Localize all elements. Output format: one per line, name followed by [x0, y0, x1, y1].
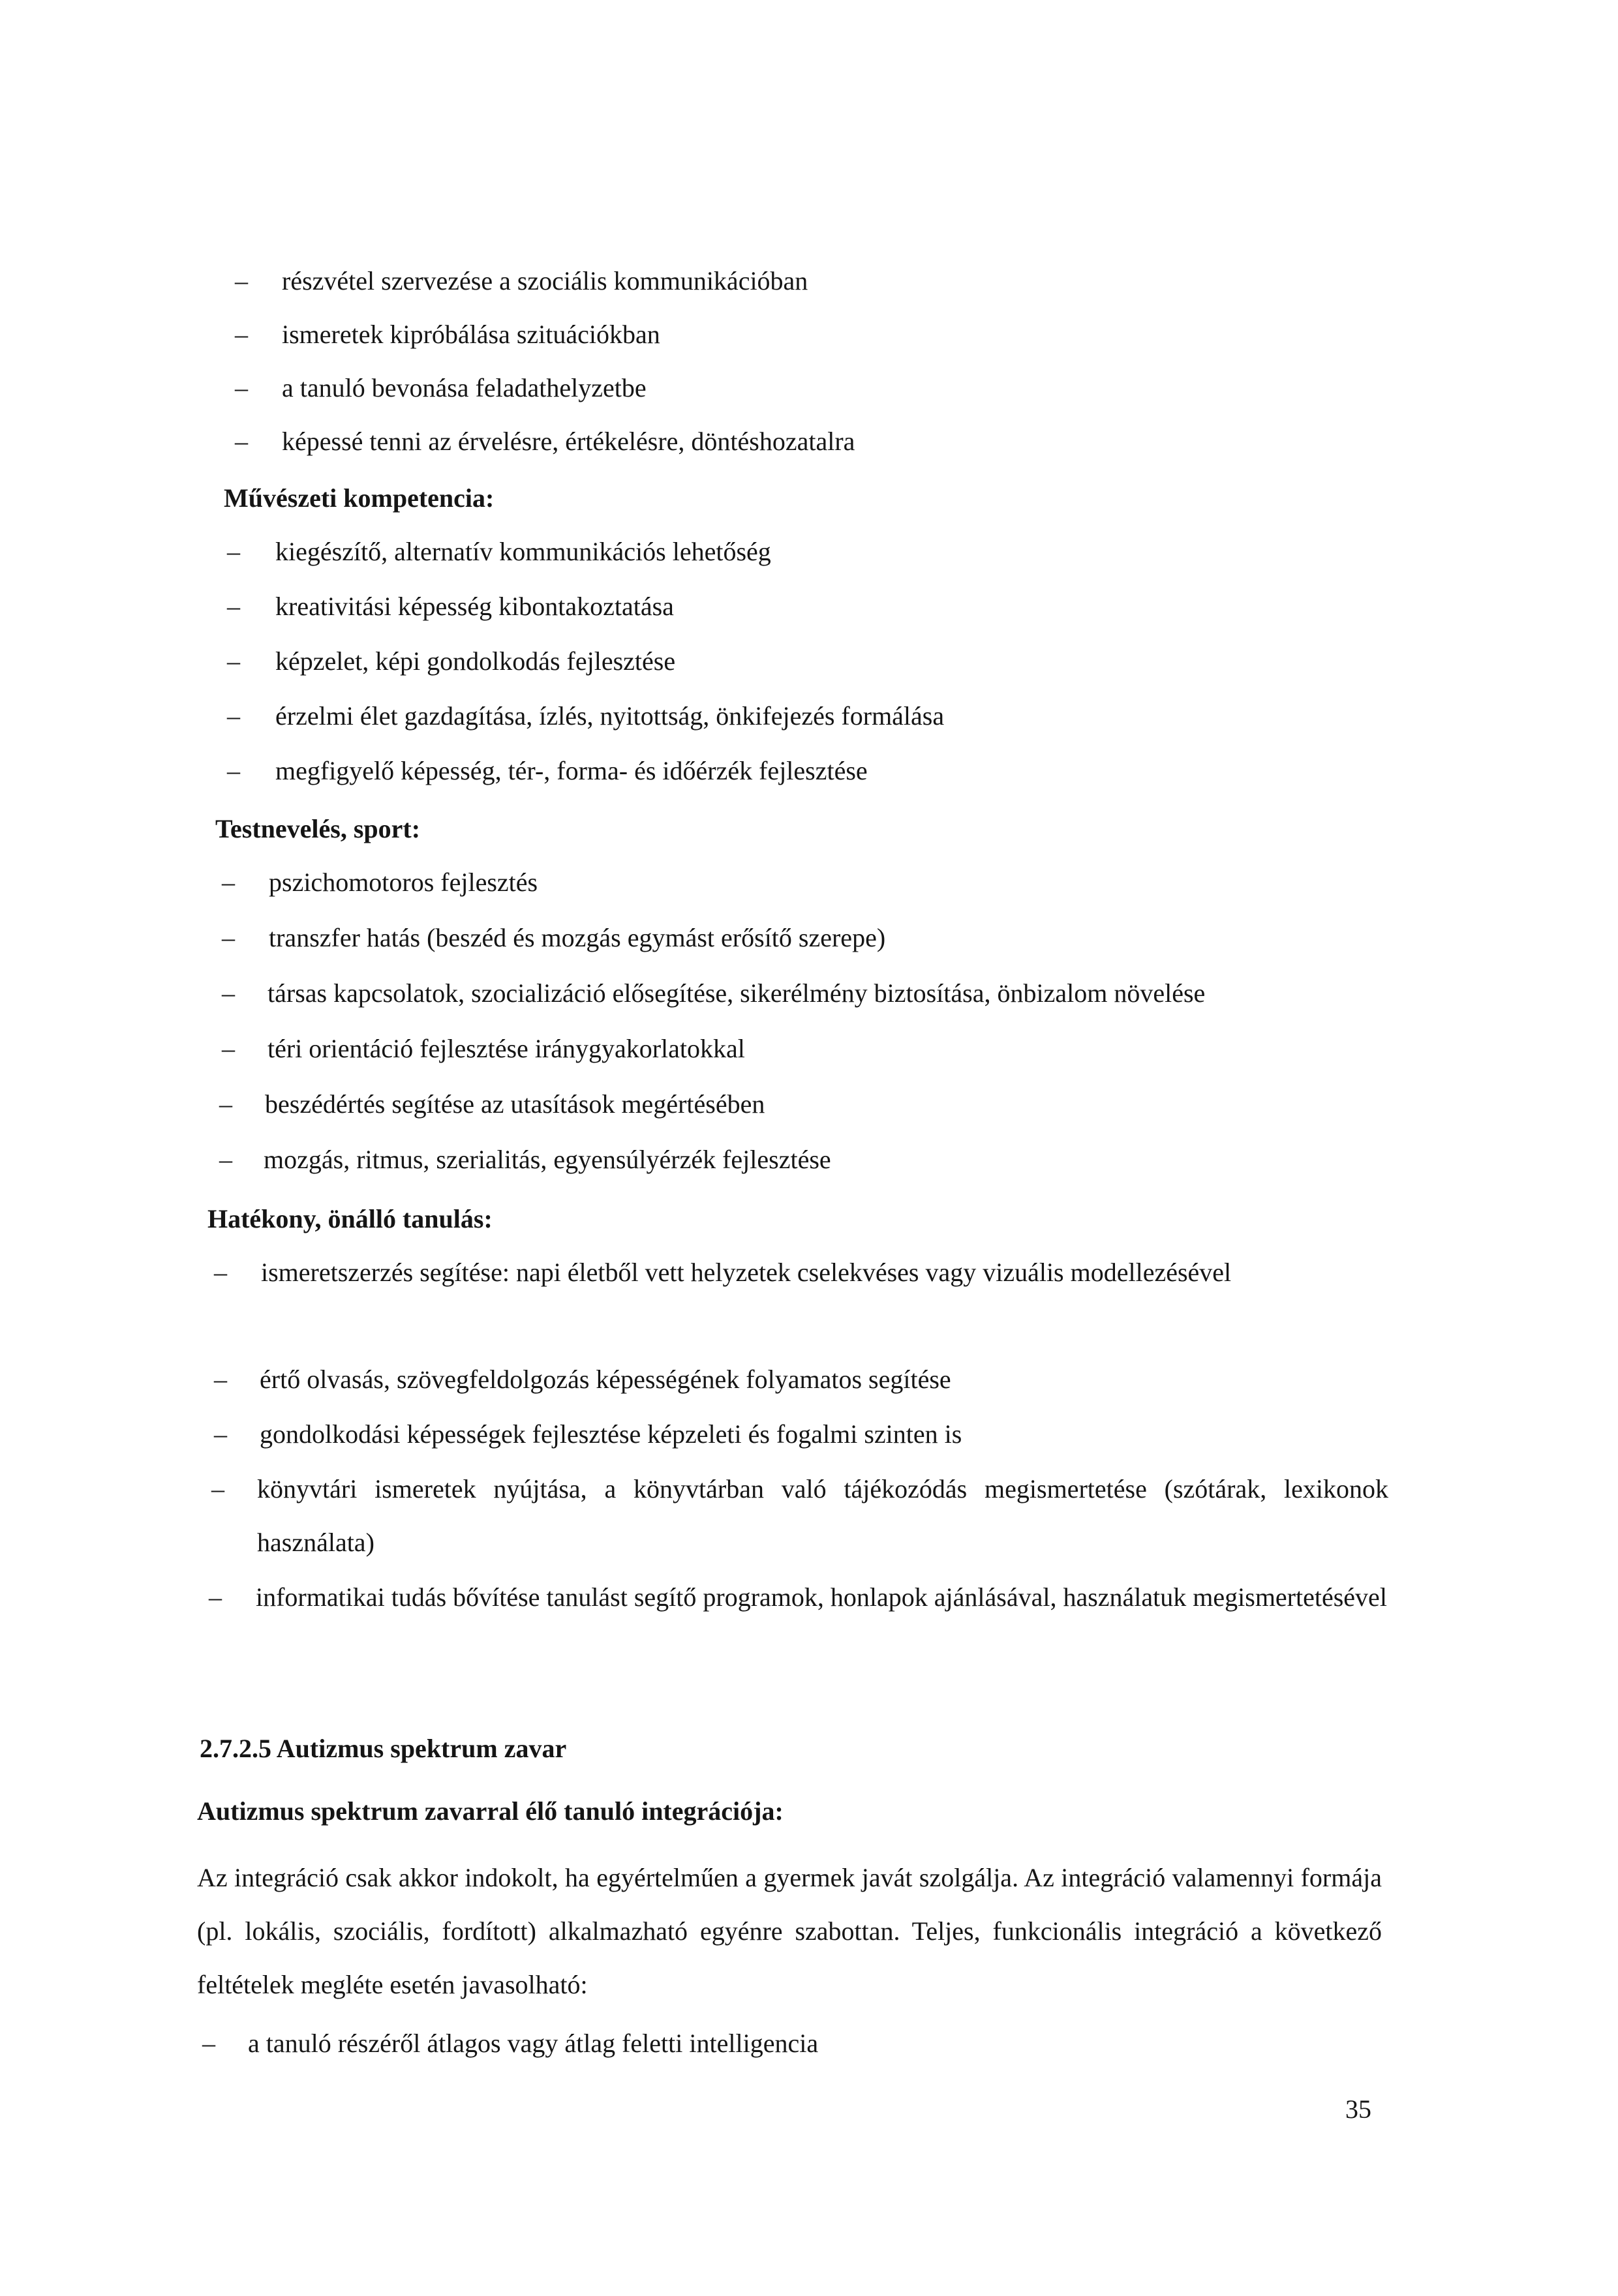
list-item-text: pszichomotoros fejlesztés — [269, 868, 538, 897]
list-item-text: kreativitási képesség kibontakoztatása — [275, 592, 674, 621]
list-item — [0, 1408, 1618, 1462]
list-item — [0, 967, 1618, 1022]
list-dash: – — [214, 1419, 227, 1449]
list-item-text: a tanuló részéről átlagos vagy átlag feletti intelligencia — [248, 2029, 819, 2058]
list-item — [0, 415, 1618, 468]
list-dash: – — [235, 427, 248, 456]
list-item-text: képessé tenni az érvelésre, értékelésre, döntéshozatalra — [282, 427, 855, 456]
list-item — [0, 856, 1618, 911]
section-subheading: Autizmus spektrum zavarral élő tanuló integrációja: — [197, 1796, 784, 1826]
section-sport — [0, 802, 1618, 1188]
list-dash: – — [219, 1145, 232, 1174]
list-item — [0, 1133, 1618, 1188]
list-item-text: mozgás, ritmus, szerialitás, egyensúlyérzék fejlesztése — [264, 1145, 831, 1174]
list-item — [0, 361, 1618, 415]
list-item-text: ismeretek kipróbálása szituációkban — [282, 320, 660, 349]
list-item-text: gondolkodási képességek fejlesztése képzeleti és fogalmi szinten is — [260, 1419, 962, 1449]
section-number-title: 2.7.2.5 Autizmus spektrum zavar — [200, 1734, 567, 1763]
section-heading: Művészeti kompetencia: — [224, 483, 495, 513]
section-art — [0, 472, 1618, 799]
list-item-text: téri orientáció fejlesztése iránygyakorlatokkal — [267, 1034, 745, 1063]
list-participation — [0, 254, 1618, 468]
list-item — [0, 580, 1618, 635]
list-item — [0, 254, 1618, 308]
list-dash: – — [222, 923, 235, 952]
list-dash: – — [222, 868, 235, 897]
section-paragraph: Az integráció csak akkor indokolt, ha egyértelműen a gyermek javát szolgálja. Az integráció valamennyi formája (pl. lokális, szociális, fordított) alkalmazható egyénre szabottan. Teljes, funkcionális integráció a következő feltételek megléte esetén javasolható: — [197, 1863, 1382, 1999]
list-item — [0, 1462, 1618, 1571]
list-dash: – — [227, 701, 240, 731]
list-dash: – — [214, 1258, 227, 1287]
list-item-text: könyvtári ismeretek nyújtása, a könyvtárban való tájékozódás megismertetése (szótárak, lexikonok használata) — [257, 1474, 1388, 1557]
list-item — [0, 2017, 1618, 2070]
section-learning — [0, 1192, 1618, 1679]
list-dash: – — [209, 1582, 222, 1612]
list-dash: – — [214, 1365, 227, 1394]
section-heading: Testnevelés, sport: — [215, 814, 421, 843]
list-item-text: értő olvasás, szövegfeldolgozás képességének folyamatos segítése — [260, 1365, 951, 1394]
list-item-text: érzelmi élet gazdagítása, ízlés, nyitottság, önkifejezés formálása — [275, 701, 945, 731]
list-item — [0, 1078, 1618, 1133]
list-dash: – — [235, 266, 248, 295]
list-item-text: képzelet, képi gondolkodás fejlesztése — [275, 646, 676, 676]
list-dash: – — [202, 2029, 215, 2058]
list-item-text: a tanuló bevonása feladathelyzetbe — [282, 373, 647, 402]
list-item — [0, 911, 1618, 967]
list-item — [0, 1246, 1618, 1353]
list-item-text: ismeretszerzés segítése: napi életből vett helyzetek cselekvéses vagy vizuális modellezésével — [261, 1258, 1232, 1287]
list-item-text: megfigyelő képesség, tér-, forma- és időérzék fejlesztése — [275, 756, 868, 785]
list-dash: – — [219, 1089, 232, 1119]
list-dash: – — [235, 373, 248, 402]
list-dash: – — [227, 537, 240, 566]
list-item — [0, 1571, 1618, 1679]
list-item — [0, 1022, 1618, 1078]
list-dash: – — [211, 1474, 224, 1503]
list-dash: – — [227, 592, 240, 621]
list-item-text: informatikai tudás bővítése tanulást segítő programok, honlapok ajánlásával, használatuk megismertetésével — [256, 1582, 1387, 1612]
list-item-text: részvétel szervezése a szociális kommunikációban — [282, 266, 808, 295]
list-item — [0, 308, 1618, 361]
list-item — [0, 525, 1618, 580]
list-dash: – — [227, 646, 240, 676]
list-item — [0, 635, 1618, 689]
list-dash: – — [227, 756, 240, 785]
list-dash: – — [222, 1034, 235, 1063]
list-item-text: kiegészítő, alternatív kommunikációs lehetőség — [275, 537, 771, 566]
list-dash: – — [235, 320, 248, 349]
section-heading: Hatékony, önálló tanulás: — [207, 1204, 493, 1233]
list-item-text: beszédértés segítése az utasítások megértésében — [265, 1089, 765, 1119]
page-number: 35 — [1345, 2094, 1371, 2124]
list-item-text: transzfer hatás (beszéd és mozgás egymást erősítő szerepe) — [269, 923, 886, 952]
list-item — [0, 689, 1618, 744]
list-item — [0, 744, 1618, 799]
list-item-text: társas kapcsolatok, szocializáció elősegítése, sikerélmény biztosítása, önbizalom növelése — [267, 978, 1206, 1008]
list-dash: – — [222, 978, 235, 1008]
list-item — [0, 1353, 1618, 1408]
